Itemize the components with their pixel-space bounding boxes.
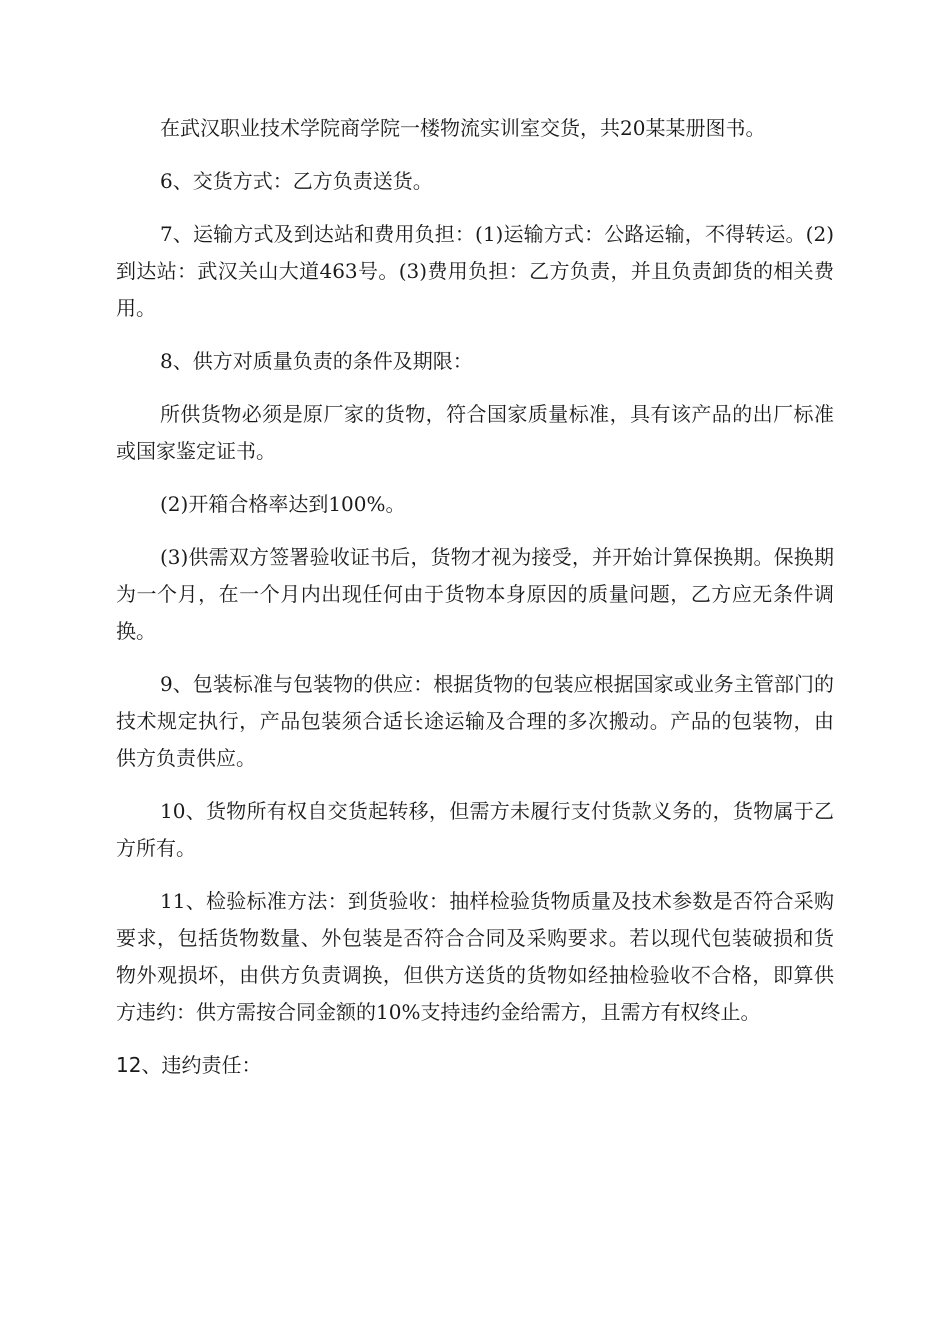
paragraph-liability-heading: 12、违约责任：: [116, 1053, 262, 1077]
paragraph-ownership-transfer: 10、货物所有权自交货起转移，但需方未履行支付货款义务的，货物属于乙方所有。: [116, 799, 834, 860]
paragraph-quality-standard: 所供货物必须是原厂家的货物，符合国家质量标准，具有该产品的出厂标准或国家鉴定证书。: [116, 402, 834, 463]
paragraph-quality-conditions-heading: 8、供方对质量负责的条件及期限：: [160, 349, 473, 373]
paragraph-packaging-standard: 9、包装标准与包装物的供应：根据货物的包装应根据国家或业务主管部门的技术规定执行，产品包装须合适长途运输及合理的多次搬动。产品的包装物，由供方负责供应。: [116, 672, 834, 770]
paragraph-transport-and-costs: 7、运输方式及到达站和费用负担：(1)运输方式：公路运输，不得转运。(2)到达站：武汉关山大道463号。(3)费用负担：乙方负责，并且负责卸货的相关费用。: [116, 222, 834, 320]
paragraph-delivery-method: 6、交货方式：乙方负责送货。: [160, 169, 433, 193]
paragraph-acceptance-warranty: (3)供需双方签署验收证书后，货物才视为接受，并开始计算保换期。保换期为一个月，在一个月内出现任何由于货物本身原因的质量问题，乙方应无条件调换。: [116, 545, 834, 643]
paragraph-delivery-location: 在武汉职业技术学院商学院一楼物流实训室交货，共20某某册图书。: [160, 116, 766, 140]
document-body: [116, 110, 834, 1100]
paragraph-inspection-method: 11、检验标准方法：到货验收：抽样检验货物质量及技术参数是否符合采购要求，包括货物数量、外包装是否符合合同及采购要求。若以现代包装破损和货物外观损坏，由供方负责调换，但供方送货的货物如经抽检验收不合格，即算供方违约：供方需按合同金额的10%支持违约金给需方，且需方有权终止。: [116, 889, 834, 1024]
paragraph-unpacking-pass-rate: (2)开箱合格率达到100%。: [160, 492, 406, 516]
